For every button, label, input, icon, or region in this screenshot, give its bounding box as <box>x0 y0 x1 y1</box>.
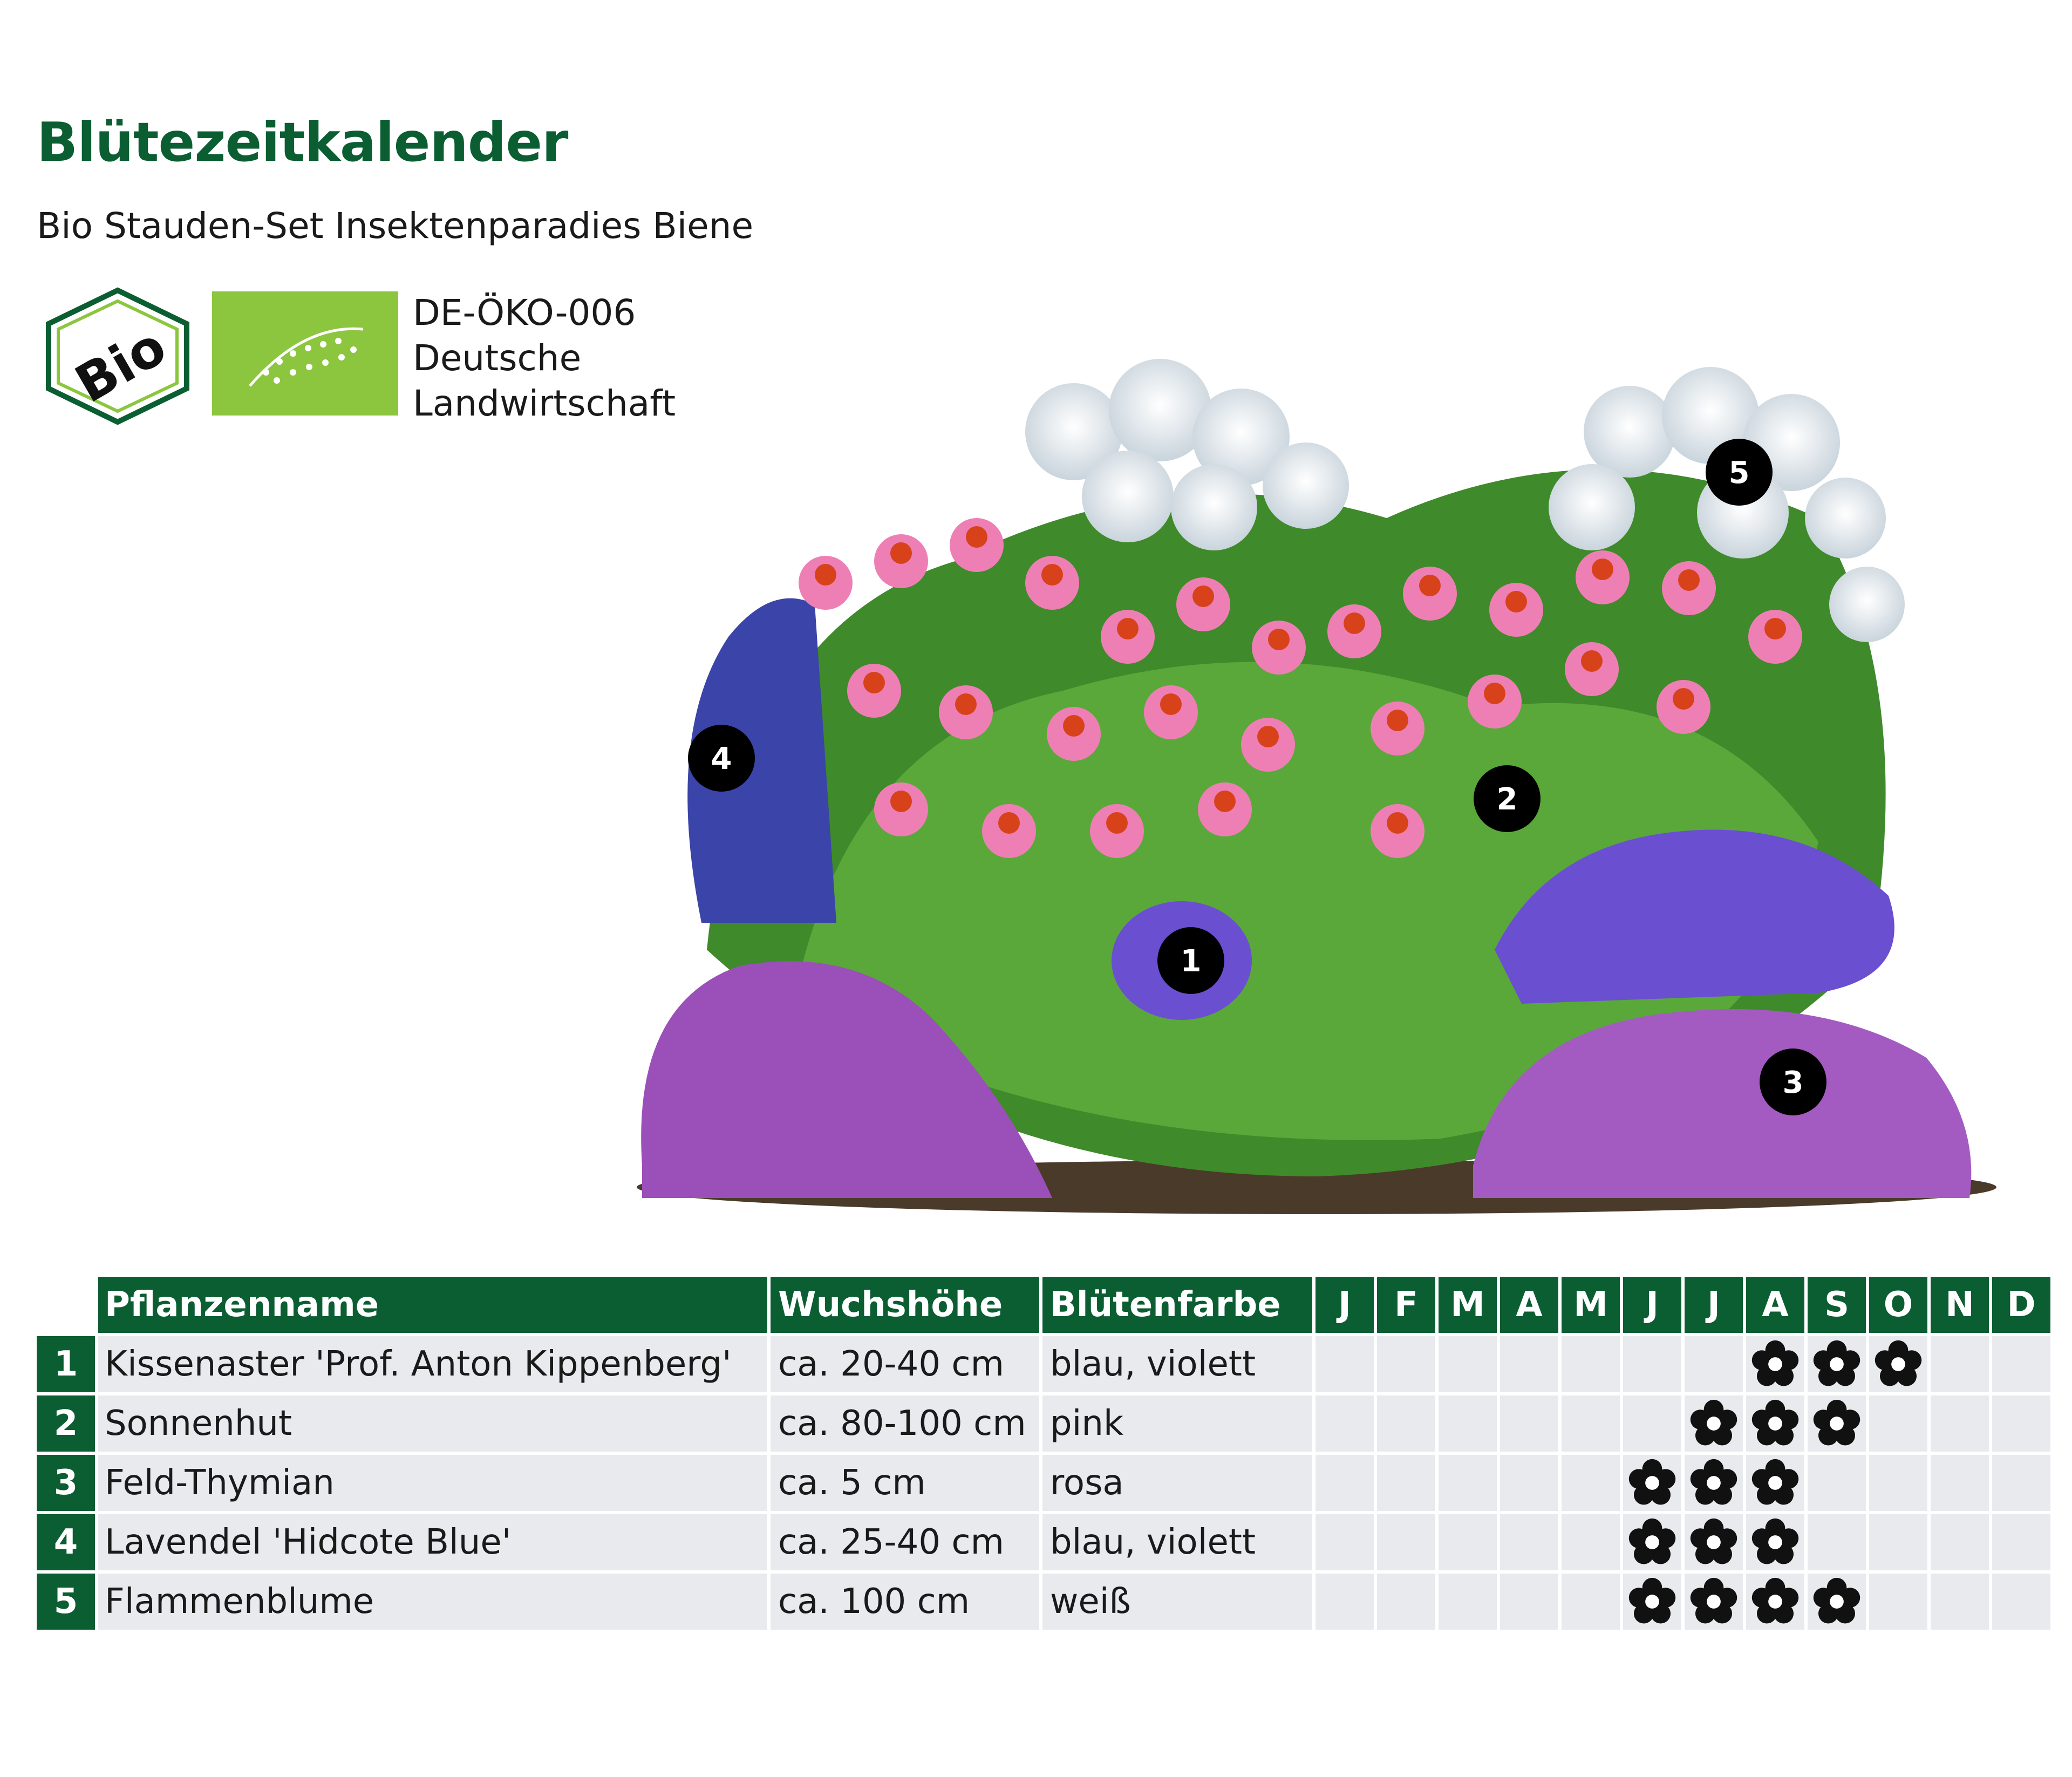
month-cell <box>1869 1514 1927 1570</box>
header-month-sep: S <box>1808 1277 1866 1333</box>
row-number: 2 <box>37 1395 95 1452</box>
month-cell <box>1869 1336 1927 1392</box>
page-subtitle: Bio Stauden-Set Insektenparadies Biene <box>37 205 754 247</box>
month-cell <box>1746 1514 1804 1570</box>
header-month-jan: J <box>1316 1277 1374 1333</box>
plant-height: ca. 100 cm <box>771 1574 1039 1630</box>
eu-organic-logo <box>212 291 398 416</box>
month-cell <box>1685 1336 1743 1392</box>
month-cell <box>1500 1514 1558 1570</box>
month-cell <box>1808 1574 1866 1630</box>
month-cell <box>1992 1336 2050 1392</box>
plant-name: Feld-Thymian <box>98 1455 767 1511</box>
bloom-calendar-table <box>33 1274 2054 1633</box>
header-month-apr: A <box>1500 1277 1558 1333</box>
cert-line-2: Deutsche <box>413 337 582 379</box>
month-cell <box>1992 1455 2050 1511</box>
svg-text:2: 2 <box>1496 782 1518 817</box>
svg-text:3: 3 <box>1782 1065 1804 1100</box>
month-cell <box>1562 1514 1620 1570</box>
flower-icon <box>1689 1458 1739 1508</box>
month-cell <box>1316 1336 1374 1392</box>
table-row <box>37 1574 2050 1630</box>
month-cell <box>1808 1395 1866 1452</box>
month-cell <box>1316 1455 1374 1511</box>
month-cell <box>1316 1514 1374 1570</box>
month-cell <box>1623 1514 1681 1570</box>
header-month-feb: F <box>1377 1277 1435 1333</box>
plant-bloom-color: blau, violett <box>1042 1514 1312 1570</box>
month-cell <box>1746 1336 1804 1392</box>
svg-text:1: 1 <box>1180 944 1202 979</box>
row-number: 4 <box>37 1514 95 1570</box>
month-cell <box>1439 1514 1497 1570</box>
flower-icon <box>1750 1339 1800 1389</box>
table-row <box>37 1455 2050 1511</box>
table-row <box>37 1336 2050 1392</box>
month-cell <box>1931 1395 1989 1452</box>
cert-code: DE-ÖKO-006 <box>413 292 636 333</box>
header-month-may: M <box>1562 1277 1620 1333</box>
month-cell <box>1992 1395 2050 1452</box>
flower-icon <box>1627 1517 1677 1567</box>
flower-icon <box>1627 1458 1677 1508</box>
month-cell <box>1808 1455 1866 1511</box>
flower-icon <box>1873 1339 1923 1389</box>
month-cell <box>1746 1574 1804 1630</box>
cert-line-3: Landwirtschaft <box>413 383 676 424</box>
month-cell <box>1869 1574 1927 1630</box>
plant-bloom-color: rosa <box>1042 1455 1312 1511</box>
plant-name: Lavendel 'Hidcote Blue' <box>98 1514 767 1570</box>
month-cell <box>1992 1574 2050 1630</box>
month-cell <box>1562 1395 1620 1452</box>
month-cell <box>1623 1395 1681 1452</box>
month-cell <box>1439 1395 1497 1452</box>
plant-height: ca. 5 cm <box>771 1455 1039 1511</box>
month-cell <box>1623 1455 1681 1511</box>
header-month-oct: O <box>1869 1277 1927 1333</box>
table-header-row <box>37 1277 2050 1333</box>
plant-bloom-color: blau, violett <box>1042 1336 1312 1392</box>
plant-name: Sonnenhut <box>98 1395 767 1452</box>
flower-icon <box>1812 1577 1862 1626</box>
month-cell <box>1931 1574 1989 1630</box>
month-cell <box>1377 1455 1435 1511</box>
month-cell <box>1500 1574 1558 1630</box>
plant-height: ca. 25-40 cm <box>771 1514 1039 1570</box>
month-cell <box>1869 1455 1927 1511</box>
month-cell <box>1931 1336 1989 1392</box>
plant-height: ca. 80-100 cm <box>771 1395 1039 1452</box>
month-cell <box>1685 1574 1743 1630</box>
month-cell <box>1439 1336 1497 1392</box>
svg-text:5: 5 <box>1728 455 1750 491</box>
header-month-nov: N <box>1931 1277 1989 1333</box>
table-row <box>37 1514 2050 1570</box>
row-number: 1 <box>37 1336 95 1392</box>
page-title: Blütezeitkalender <box>37 111 568 174</box>
month-cell <box>1500 1336 1558 1392</box>
month-cell <box>1746 1395 1804 1452</box>
month-cell <box>1992 1514 2050 1570</box>
plant-bloom-color: weiß <box>1042 1574 1312 1630</box>
svg-text:Bio: Bio <box>65 316 176 415</box>
garden-illustration <box>631 356 2002 1214</box>
flower-icon <box>1627 1577 1677 1626</box>
plant-name: Flammenblume <box>98 1574 767 1630</box>
flower-icon <box>1750 1458 1800 1508</box>
flower-icon <box>1689 1517 1739 1567</box>
month-cell <box>1377 1574 1435 1630</box>
month-cell <box>1869 1395 1927 1452</box>
month-cell <box>1623 1574 1681 1630</box>
header-month-mar: M <box>1439 1277 1497 1333</box>
month-cell <box>1623 1336 1681 1392</box>
flower-icon <box>1750 1517 1800 1567</box>
header-height: Wuchshöhe <box>771 1277 1039 1333</box>
month-cell <box>1746 1455 1804 1511</box>
header-blank <box>37 1277 95 1333</box>
plant-bloom-color: pink <box>1042 1395 1312 1452</box>
month-cell <box>1377 1514 1435 1570</box>
month-cell <box>1931 1514 1989 1570</box>
month-cell <box>1439 1455 1497 1511</box>
header-bloom-color: Blütenfarbe <box>1042 1277 1312 1333</box>
plant-name: Kissenaster 'Prof. Anton Kippenberg' <box>98 1336 767 1392</box>
flower-icon <box>1812 1339 1862 1389</box>
month-cell <box>1685 1395 1743 1452</box>
flower-icon <box>1750 1577 1800 1626</box>
svg-text:4: 4 <box>711 741 732 777</box>
month-cell <box>1500 1455 1558 1511</box>
row-number: 3 <box>37 1455 95 1511</box>
month-cell <box>1931 1455 1989 1511</box>
month-cell <box>1685 1455 1743 1511</box>
plant-height: ca. 20-40 cm <box>771 1336 1039 1392</box>
header-month-dec: D <box>1992 1277 2050 1333</box>
header-plant-name: Pflanzenname <box>98 1277 767 1333</box>
table-row <box>37 1395 2050 1452</box>
month-cell <box>1377 1395 1435 1452</box>
month-cell <box>1562 1336 1620 1392</box>
header-month-jul: J <box>1685 1277 1743 1333</box>
month-cell <box>1316 1395 1374 1452</box>
month-cell <box>1808 1336 1866 1392</box>
header-month-jun: J <box>1623 1277 1681 1333</box>
flower-icon <box>1689 1399 1739 1448</box>
month-cell <box>1685 1514 1743 1570</box>
flower-icon <box>1812 1399 1862 1448</box>
month-cell <box>1439 1574 1497 1630</box>
month-cell <box>1562 1455 1620 1511</box>
bio-seal-logo <box>42 286 193 426</box>
month-cell <box>1808 1514 1866 1570</box>
month-cell <box>1562 1574 1620 1630</box>
month-cell <box>1316 1574 1374 1630</box>
header-month-aug: A <box>1746 1277 1804 1333</box>
row-number: 5 <box>37 1574 95 1630</box>
flower-icon <box>1750 1399 1800 1448</box>
month-cell <box>1377 1336 1435 1392</box>
flower-icon <box>1689 1577 1739 1626</box>
month-cell <box>1500 1395 1558 1452</box>
